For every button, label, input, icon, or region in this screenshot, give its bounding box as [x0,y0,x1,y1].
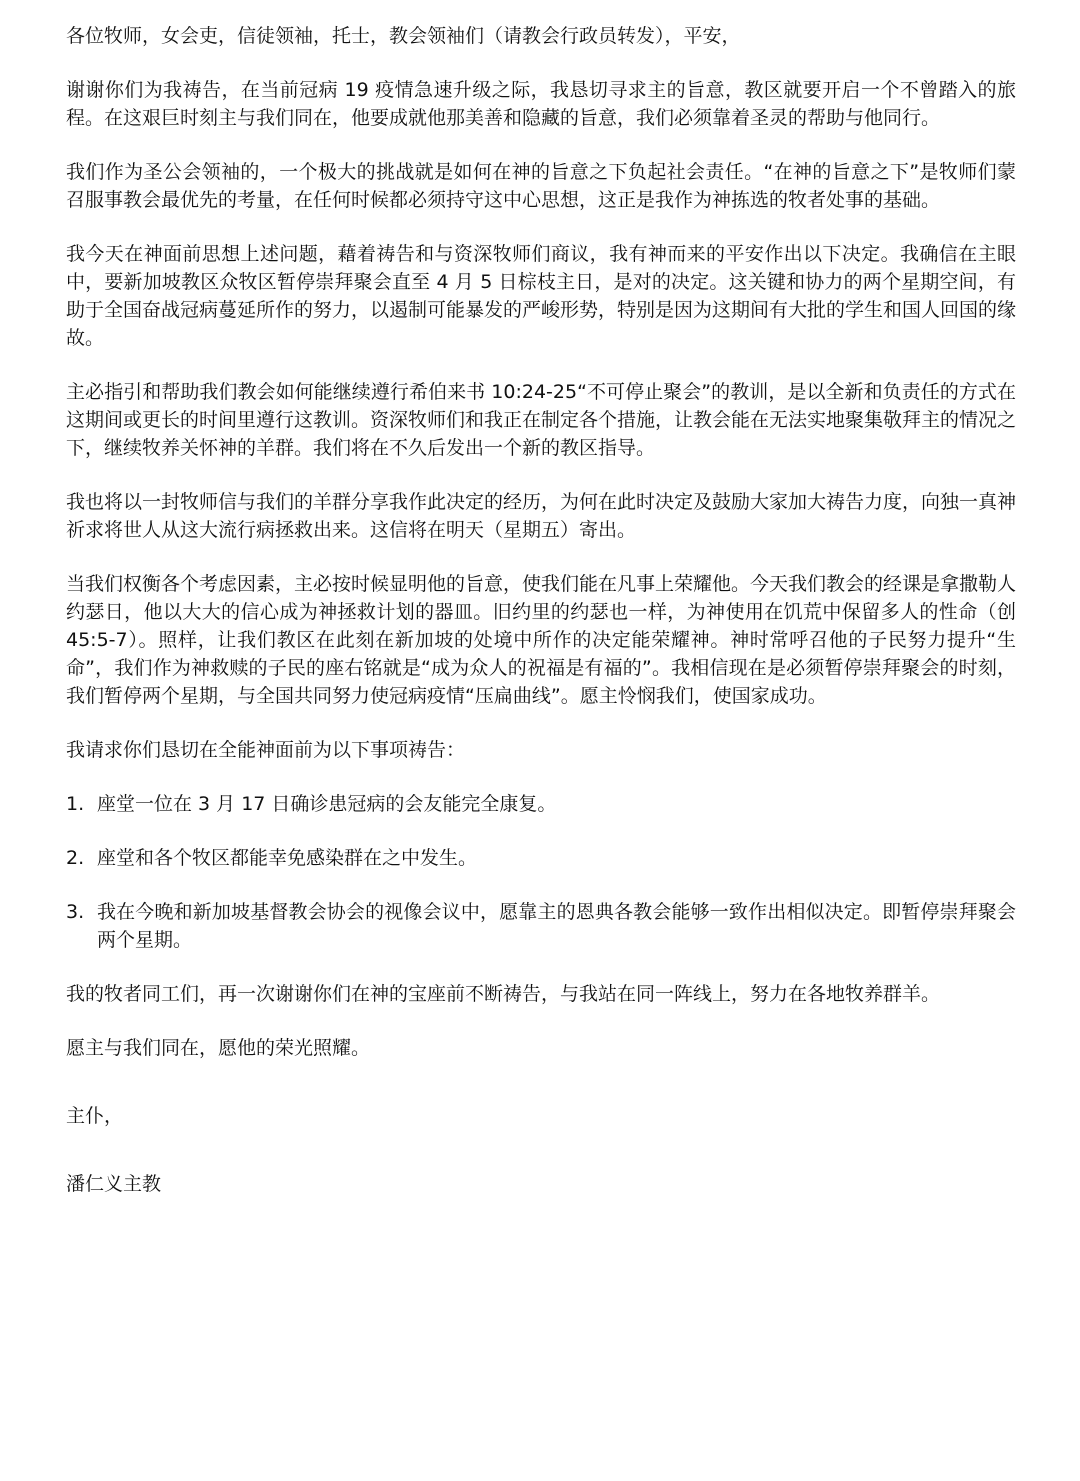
prayer-item-text: 座堂和各个牧区都能幸免感染群在之中发生。 [97,847,478,869]
prayer-item-text: 座堂一位在 3 月 17 日确诊患冠病的会友能完全康复。 [97,793,557,815]
prayer-item-text: 我在今晚和新加坡基督教会协会的视像会议中，愿靠主的恩典各教会能够一致作出相似决定。即暂停崇拜聚会两个星期。 [97,901,1016,951]
paragraph-4: 主必指引和帮助我们教会如何能继续遵行希伯来书 10:24-25“不可停止聚会”的教训，是以全新和负责任的方式在这期间或更长的时间里遵行这教训。资深牧师们和我正在制定各个措施，让教会能在无法实地聚集敬拜主的情况之下，继续牧养关怀神的羊群。我们将在不久后发出一个新的教区指导。 [66,381,1017,459]
paragraph-1: 谢谢你们为我祷告，在当前冠病 19 疫情急速升级之际，我恳切寻求主的旨意，教区就要开启一个不曾踏入的旅程。在这艰巨时刻主与我们同在，他要成就他那美善和隐藏的旨意，我们必须靠着圣灵的帮助与他同行。 [66,79,1016,129]
paragraph-3: 我今天在神面前思想上述问题，藉着祷告和与资深牧师们商议，我有神而来的平安作出以下决定。我确信在主眼中，要新加坡教区众牧区暂停崇拜聚会直至 4 月 5 日棕枝主日，是对的决定。这关键和协力的两个星期空间，有助于全国奋战冠病蔓延所作的努力，以遏制可能暴发的严峻形势，特别是因为这期间有大批的学生和国人回国的缘故。 [66,243,1017,349]
signature: 潘仁义主教 [66,1173,162,1195]
valediction: 主仆， [66,1105,124,1127]
prayer-item [66,898,1016,954]
prayer-request-intro: 我请求你们恳切在全能神面前为以下事项祷告： [66,739,466,761]
paragraph-6: 当我们权衡各个考虑因素，主必按时候显明他的旨意，使我们能在凡事上荣耀他。今天我们教会的经课是拿撒勒人约瑟日，他以大大的信心成为神拯救计划的器皿。旧约里的约瑟也一样，为神使用在饥荒中保留多人的性命（创 45:5-7）。照样，让我们教区在此刻在新加坡的处境中所作的决定能荣耀神。神时常呼召他的子民努力提升“生命”，我们作为神救赎的子民的座右铭就是“成为众人的祝福是有福的”。我相信现在是必须暂停崇拜聚会的时刻，我们暂停两个星期，与全国共同努力使冠病疫情“压扁曲线”。愿主怜悯我们，使国家成功。 [66,573,1017,707]
spacer [66,1130,1016,1170]
prayer-item [66,790,1016,818]
closing-paragraph: 我的牧者同工们，再一次谢谢你们在神的宝座前不断祷告，与我站在同一阵线上，努力在各地牧养群羊。 [66,983,941,1005]
prayer-item [66,844,1016,872]
prayer-item-number: 3. [66,901,85,923]
spacer [66,1062,1016,1102]
paragraph-2: 我们作为圣公会领袖的，一个极大的挑战就是如何在神的旨意之下负起社会责任。“在神的旨意之下”是牧师们蒙召服事教会最优先的考量，在任何时候都必须持守这中心思想，这正是我作为神拣选的牧者处事的基础。 [66,161,1016,211]
prayer-item-number: 1. [66,793,85,815]
greeting: 各位牧师，女会吏，信徒领袖，托士，教会领袖们（请教会行政员转发），平安， [66,25,741,47]
prayer-item-number: 2. [66,847,85,869]
blessing: 愿主与我们同在，愿他的荣光照耀。 [66,1037,371,1059]
paragraph-5: 我也将以一封牧师信与我们的羊群分享我作此决定的经历，为何在此时决定及鼓励大家加大祷告力度，向独一真神祈求将世人从这大流行病拯救出来。这信将在明天（星期五）寄出。 [66,491,1017,541]
letter-body [66,22,1016,1198]
prayer-list [66,790,1016,954]
